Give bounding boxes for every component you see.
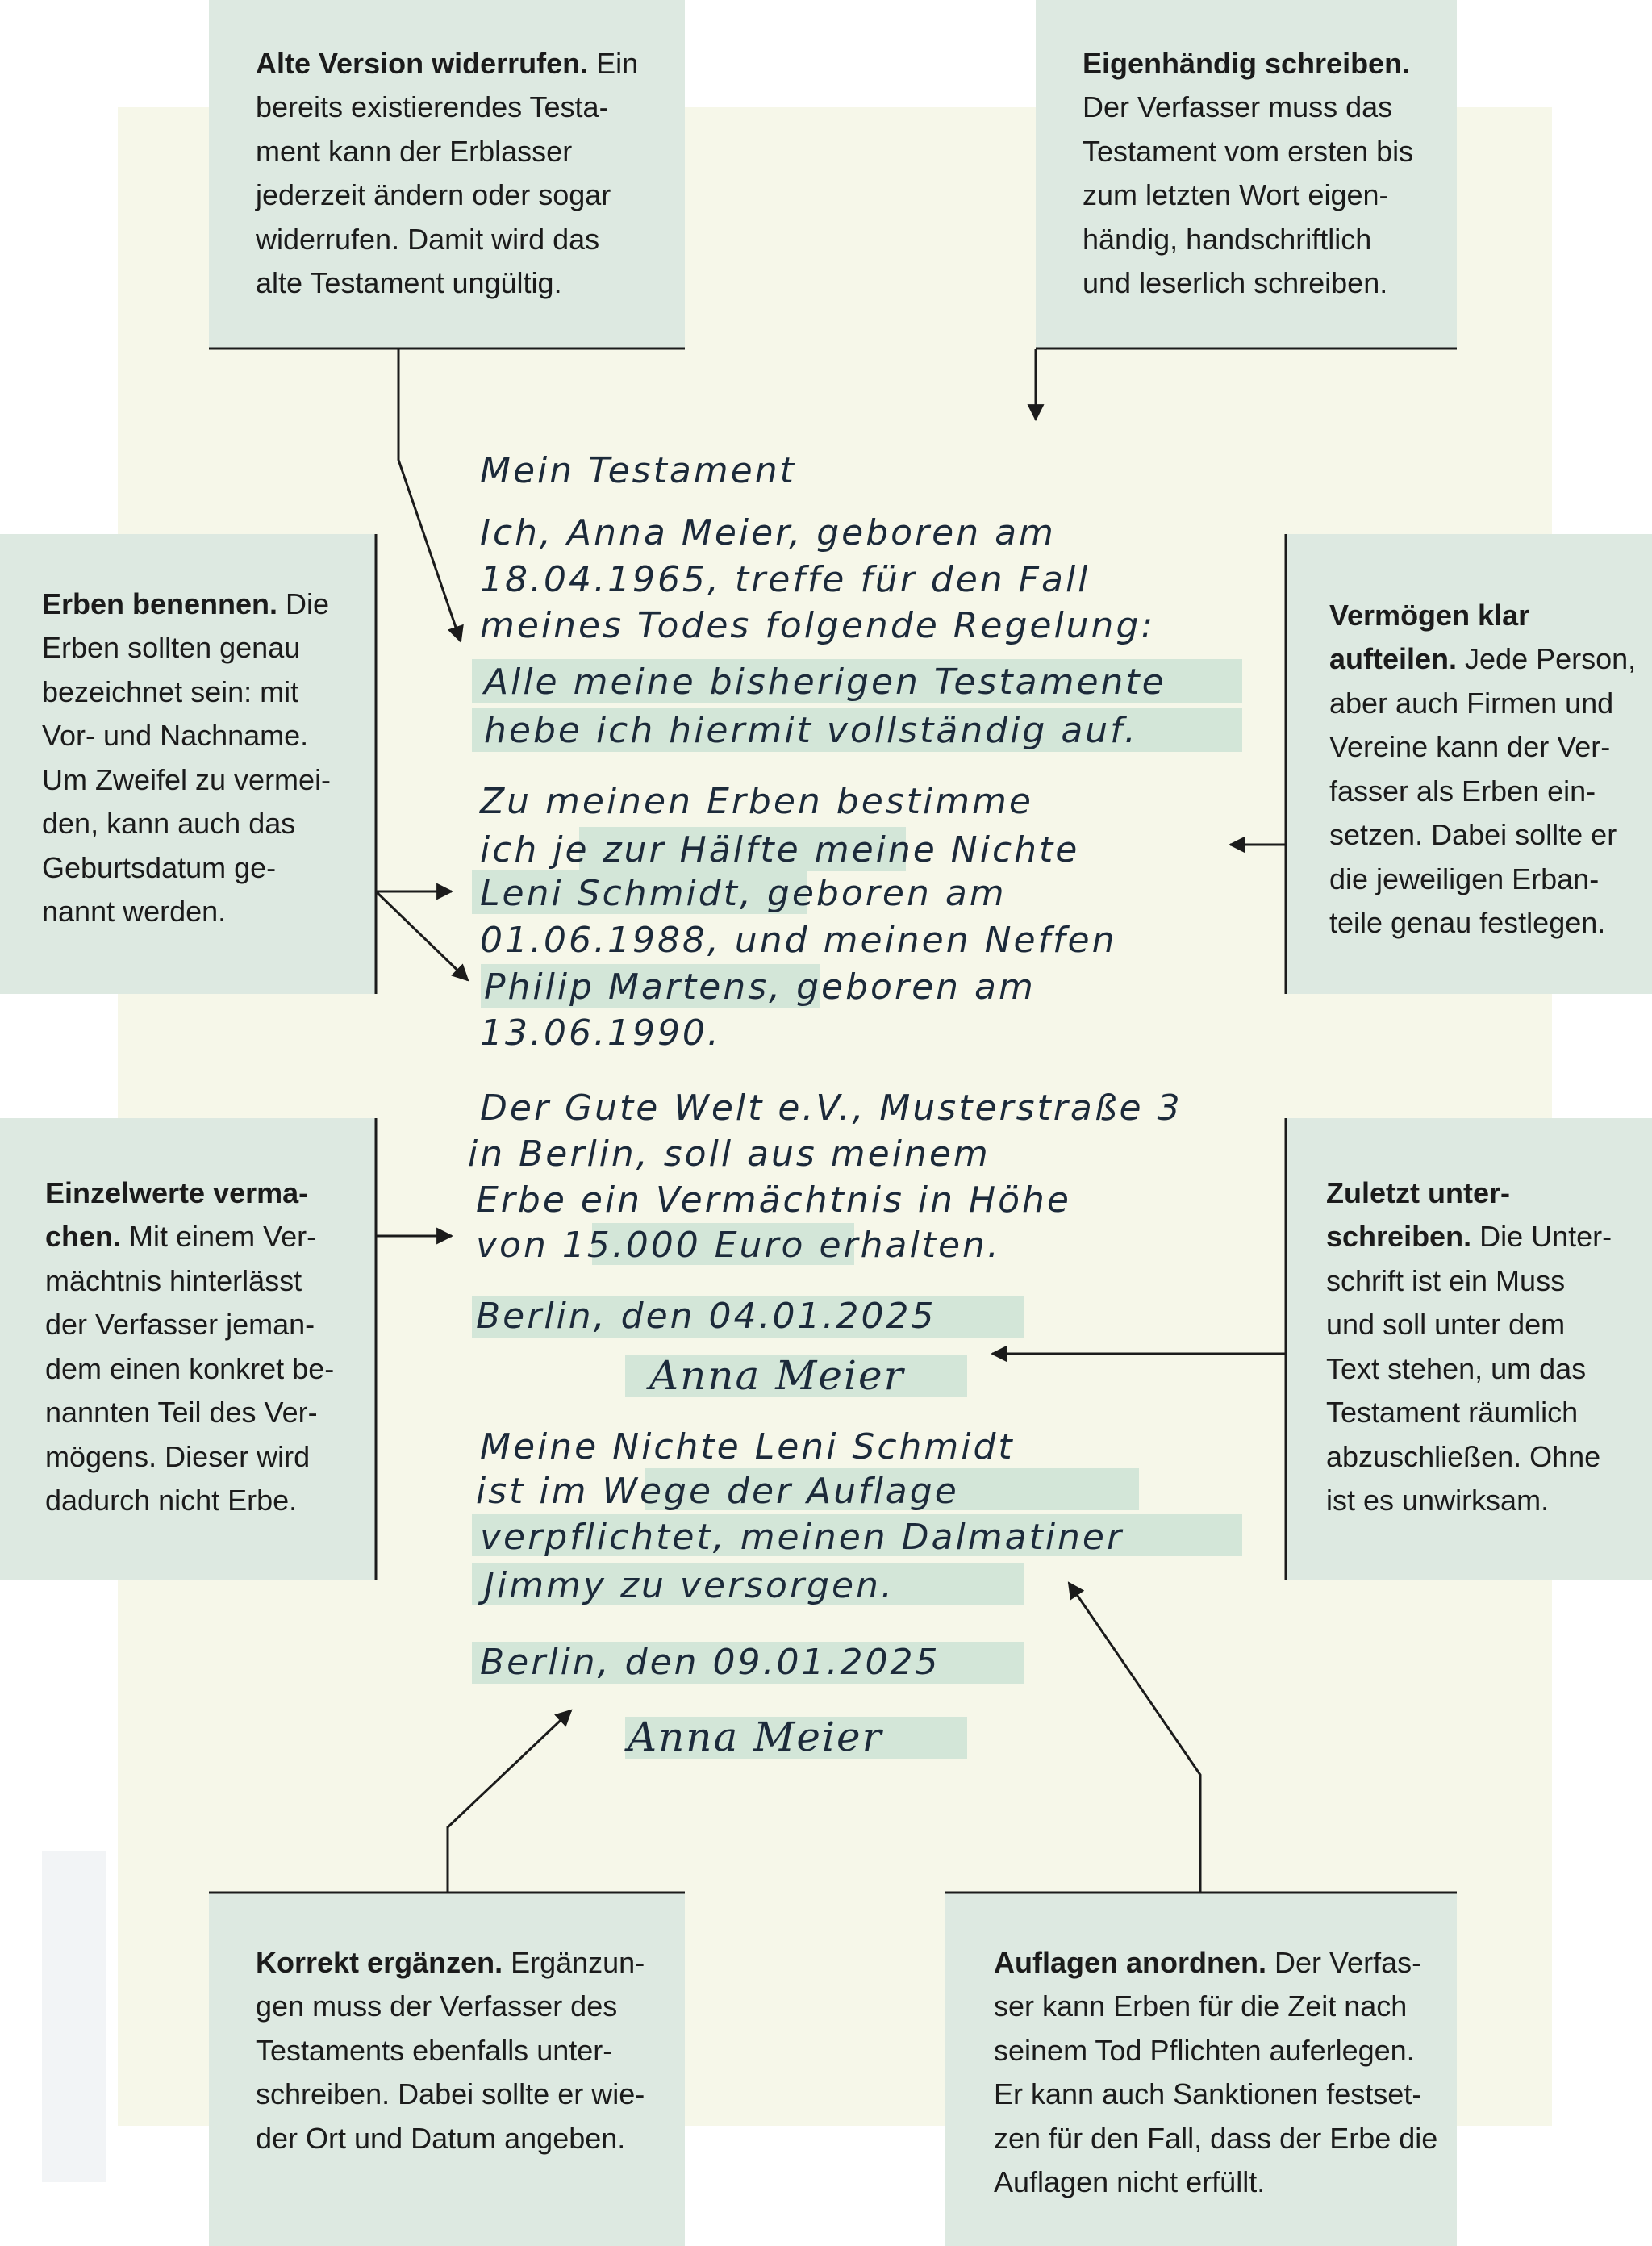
testament-line: Berlin, den 09.01.2025 — [480, 1642, 941, 1683]
box-alte-version-title: Alte Version widerrufen. — [256, 47, 589, 80]
box-text: Testament räumlich — [1326, 1396, 1579, 1429]
box-text: Testament vom ersten bis — [1083, 135, 1414, 168]
box-text: bezeichnet sein: mit — [42, 675, 299, 708]
testament-line: 01.06.1988, und meinen Neffen — [480, 920, 1117, 961]
testament-line: 13.06.1990. — [480, 1012, 721, 1054]
box-text: jederzeit ändern oder sogar — [256, 178, 611, 211]
box-text: Die — [277, 587, 330, 620]
box-vermoegen-title: Vermögen klar — [1329, 599, 1530, 632]
testament-line: Berlin, den 04.01.2025 — [476, 1296, 937, 1337]
box-text: der Ort und Datum angeben. — [256, 2122, 626, 2155]
box-text: zen für den Fall, dass der Erbe die — [994, 2122, 1438, 2155]
testament-line: Erbe ein Vermächtnis in Höhe — [476, 1179, 1071, 1221]
box-text: Auflagen nicht erfüllt. — [994, 2165, 1266, 2198]
box-eigenhaendig-title: Eigenhändig schreiben. — [1083, 47, 1411, 80]
box-text: der Verfasser jeman- — [45, 1308, 315, 1341]
box-einzelwerte-title: chen. — [45, 1220, 122, 1253]
box-korrekt-title: Korrekt ergänzen. — [256, 1946, 503, 1979]
box-text: schrift ist ein Muss — [1326, 1264, 1566, 1297]
box-text: schreiben. Dabei sollte er wie- — [256, 2077, 645, 2110]
box-text: alte Testament ungültig. — [256, 266, 562, 299]
box-text: den, kann auch das — [42, 807, 296, 840]
box-text: widerrufen. Damit wird das — [256, 223, 600, 256]
box-text: Erben sollten genau — [42, 631, 301, 664]
box-text: dadurch nicht Erbe. — [45, 1484, 298, 1517]
box-text: zum letzten Wort eigen- — [1083, 178, 1389, 211]
box-zuletzt-title: Zuletzt unter- — [1326, 1176, 1510, 1209]
box-text: mögens. Dieser wird — [45, 1440, 311, 1473]
box-text: händig, handschriftlich — [1083, 223, 1372, 256]
box-text: und soll unter dem — [1326, 1308, 1566, 1341]
box-text: Der Verfasser muss das — [1083, 90, 1393, 123]
box-erben-title: Erben benennen. — [42, 587, 278, 620]
testament-line: meines Todes folgende Regelung: — [480, 605, 1156, 646]
testament-line: 18.04.1965, treffe für den Fall — [480, 559, 1091, 600]
box-vermoegen-title: aufteilen. — [1329, 642, 1458, 675]
testament-line: ich je zur Hälfte meine Nichte — [480, 829, 1080, 870]
box-text: setzen. Dabei sollte er — [1329, 818, 1617, 851]
box-text: die jeweiligen Erban- — [1329, 862, 1600, 895]
box-text: Geburtsdatum ge- — [42, 851, 277, 884]
box-zuletzt-title: schreiben. — [1326, 1220, 1472, 1253]
box-text: ser kann Erben für die Zeit nach — [994, 1989, 1408, 2023]
signature-1: Anna Meier — [649, 1352, 905, 1399]
testament-line: Zu meinen Erben bestimme — [480, 781, 1033, 822]
box-text: und leserlich schreiben. — [1083, 266, 1388, 299]
box-text: nannten Teil des Ver- — [45, 1396, 318, 1429]
box-text: Text stehen, um das — [1326, 1352, 1587, 1385]
testament-line: ist im Wege der Auflage — [476, 1471, 959, 1512]
box-text: aber auch Firmen und — [1329, 687, 1614, 720]
box-text: teile genau festlegen. — [1329, 906, 1606, 939]
box-text: mächtnis hinterlässt — [45, 1264, 302, 1297]
box-text: gen muss der Verfasser des — [256, 1989, 618, 2023]
box-text: Um Zweifel zu vermei- — [42, 763, 332, 796]
box-text: ment kann der Erblasser — [256, 135, 573, 168]
box-text: nannt werden. — [42, 895, 227, 928]
testament-line: hebe ich hiermit vollständig auf. — [484, 710, 1138, 751]
box-text: Vereine kann der Ver- — [1329, 730, 1611, 763]
box-text: Der Verfas- — [1266, 1946, 1422, 1979]
box-text: Mit einem Ver- — [121, 1220, 317, 1253]
testament-line: Jimmy zu versorgen. — [484, 1565, 895, 1606]
box-text: fasser als Erben ein- — [1329, 774, 1596, 808]
box-text: Er kann auch Sanktionen festset- — [994, 2077, 1422, 2110]
testament-line: Der Gute Welt e.V., Musterstraße 3 — [480, 1088, 1183, 1129]
testament-line: Alle meine bisherigen Testamente — [484, 662, 1166, 703]
testament-line: Philip Martens, geboren am — [484, 966, 1036, 1008]
box-einzelwerte-title: Einzelwerte verma- — [45, 1176, 309, 1209]
box-text: Vor- und Nachname. — [42, 719, 309, 752]
box-text: bereits existierendes Testa- — [256, 90, 609, 123]
testament-line: Leni Schmidt, geboren am — [480, 873, 1007, 914]
box-text: ist es unwirksam. — [1326, 1484, 1550, 1517]
testament-line: von 15.000 Euro erhalten. — [476, 1225, 1001, 1266]
box-text: Die Unter- — [1471, 1220, 1612, 1253]
testament-line: Meine Nichte Leni Schmidt — [480, 1426, 1015, 1467]
testament-line: Ich, Anna Meier, geboren am — [480, 512, 1056, 553]
testament-line: in Berlin, soll aus meinem — [468, 1133, 991, 1175]
signature-2: Anna Meier — [628, 1714, 883, 1760]
box-text: Ein — [588, 47, 639, 80]
box-text: seinem Tod Pflichten auferlegen. — [994, 2034, 1415, 2067]
testament-line: verpflichtet, meinen Dalmatiner — [480, 1517, 1124, 1558]
box-text: dem einen konkret be- — [45, 1352, 335, 1385]
box-text: Ergänzun- — [503, 1946, 645, 1979]
testament-line: Mein Testament — [480, 450, 796, 491]
box-text: abzuschließen. Ohne — [1326, 1440, 1601, 1473]
box-text: Testaments ebenfalls unter- — [256, 2034, 613, 2067]
box-auflagen-title: Auflagen anordnen. — [994, 1946, 1267, 1979]
box-text: Jede Person, — [1457, 642, 1637, 675]
